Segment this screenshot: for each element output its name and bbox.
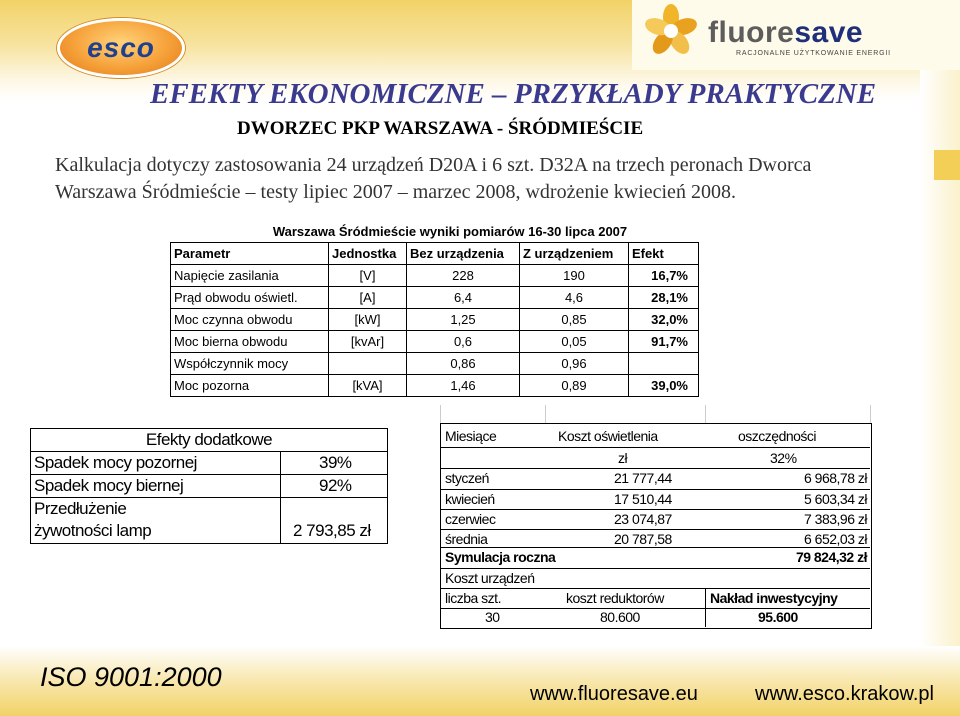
fluoresave-link[interactable]: www.fluoresave.eu: [530, 683, 698, 705]
reductor-cost-value: 80.600: [600, 609, 640, 625]
extra-value: 39%: [319, 453, 352, 472]
cell-with: 4,6: [520, 287, 629, 309]
cell-effect: 32,0%: [629, 309, 699, 331]
month-label: kwiecień: [445, 491, 495, 507]
cell-effect: [629, 353, 699, 375]
measurement-caption: Warszawa Śródmieście wyniki pomiarów 16-30 lipca 2007: [272, 224, 628, 239]
list-item: [31, 520, 387, 542]
saving-value: 6 652,03 zł: [804, 531, 867, 547]
extra-label: Przedłużenie: [34, 499, 127, 518]
grid-line: [705, 405, 706, 423]
cell-parameter: Moc pozorna: [171, 375, 329, 397]
description-line: Kalkulacja dotyczy zastosowania 24 urządzeń D20A i 6 szt. D32A na trzech peronach Dworca: [55, 154, 812, 176]
esco-link[interactable]: www.esco.krakow.pl: [755, 683, 934, 705]
cell-parameter: Prąd obwodu oświetl.: [171, 287, 329, 309]
cell-with: 0,85: [520, 309, 629, 331]
saving-value: 5 603,34 zł: [804, 491, 867, 507]
column-header: Z urządzeniem: [520, 243, 629, 265]
flower-icon: [642, 2, 700, 60]
column-header: Jednostka: [329, 243, 407, 265]
extra-effects-title: Efekty dodatkowe: [145, 430, 273, 449]
cost-value: 17 510,44: [614, 491, 672, 507]
cost-value: 23 074,87: [614, 511, 672, 527]
extra-label: Spadek mocy biernej: [34, 476, 184, 495]
table-row: [171, 287, 699, 309]
column-header: oszczędności: [738, 428, 817, 444]
table-header-row: [171, 243, 699, 265]
unit-label: zł: [618, 450, 628, 466]
cell-effect: 28,1%: [629, 287, 699, 309]
grid-line: [870, 405, 871, 423]
extra-label: żywotności lamp: [34, 521, 152, 540]
column-header: Bez urządzenia: [407, 243, 520, 265]
table-row: [171, 265, 699, 287]
divider: [705, 588, 706, 627]
annual-label: Symulacja roczna: [445, 549, 556, 565]
cell-parameter: Moc bierna obwodu: [171, 331, 329, 353]
cost-value: 20 787,58: [614, 531, 672, 547]
table-row: [171, 309, 699, 331]
cell-without: 228: [407, 265, 520, 287]
grid-line: [440, 405, 441, 423]
esco-logo-text: esco: [87, 32, 155, 63]
page-subtitle: DWORZEC PKP WARSZAWA - ŚRÓDMIEŚCIE: [237, 118, 644, 139]
cell-without: 1,25: [407, 309, 520, 331]
device-cost-label: Koszt urządzeń: [445, 570, 535, 586]
table-row: [171, 353, 699, 375]
description: [55, 152, 935, 206]
divider: [440, 608, 870, 609]
cell-without: 1,46: [407, 375, 520, 397]
right-decor-bar: [934, 150, 960, 180]
month-label: średnia: [445, 531, 488, 547]
list-item: [31, 498, 387, 520]
cell-with: 0,89: [520, 375, 629, 397]
page-title: EFEKTY EKONOMICZNE – PRZYKŁADY PRAKTYCZNE: [150, 78, 877, 110]
costs-table: [440, 405, 870, 627]
extra-value: 2 793,85 zł: [293, 521, 371, 540]
right-decor-band: [920, 0, 960, 716]
iso-certificate: ISO 9001:2000: [40, 662, 222, 692]
cell-with: 0,96: [520, 353, 629, 375]
extra-label: Spadek mocy pozornej: [34, 453, 197, 472]
cell-unit: [V]: [329, 265, 407, 287]
cell-parameter: Współczynnik mocy: [171, 353, 329, 375]
cell-without: 0,6: [407, 331, 520, 353]
sub-header: liczba szt.: [445, 590, 501, 606]
cell-parameter: Moc czynna obwodu: [171, 309, 329, 331]
cell-unit: [kW]: [329, 309, 407, 331]
investment-value: 95.600: [758, 609, 798, 625]
table-row: [171, 331, 699, 353]
month-label: czerwiec: [445, 511, 496, 527]
cell-without: 0,86: [407, 353, 520, 375]
saving-value: 6 968,78 zł: [804, 470, 867, 486]
cost-value: 21 777,44: [614, 470, 672, 486]
annual-value: 79 824,32 zł: [795, 549, 867, 565]
cell-effect: 91,7%: [629, 331, 699, 353]
cell-unit: [329, 353, 407, 375]
list-item: [31, 452, 387, 474]
list-item: [31, 475, 387, 497]
sub-header: Nakład inwestycyjny: [710, 590, 838, 606]
fluoresave-tagline: RACJONALNE UŻYTKOWANIE ENERGII: [736, 50, 891, 57]
divider: [440, 447, 870, 448]
extra-value: 92%: [319, 476, 352, 495]
sub-header: koszt reduktorów: [566, 590, 664, 606]
cell-with: 0,05: [520, 331, 629, 353]
grid-line: [545, 405, 546, 423]
measurement-table: [170, 222, 698, 397]
unit-label: 32%: [770, 450, 797, 466]
extra-effects-table: [30, 428, 388, 544]
cell-without: 6,4: [407, 287, 520, 309]
description-line: Warszawa Śródmieście – testy lipiec 2007 – marzec 2008, wdrożenie kwiecień 2008.: [55, 181, 736, 203]
cell-effect: 39,0%: [629, 375, 699, 397]
column-header: Miesiące: [445, 428, 497, 444]
cell-with: 190: [520, 265, 629, 287]
count-value: 30: [485, 609, 500, 625]
month-label: styczeń: [445, 470, 489, 486]
fluoresave-wordmark: fluoresave: [708, 16, 864, 49]
table-row: [171, 375, 699, 397]
cell-unit: [kVA]: [329, 375, 407, 397]
fluoresave-logo: [632, 0, 960, 70]
saving-value: 7 383,96 zł: [804, 511, 867, 527]
cell-unit: [A]: [329, 287, 407, 309]
column-header: Efekt: [629, 243, 699, 265]
column-header: Parametr: [171, 243, 329, 265]
cell-parameter: Napięcie zasilania: [171, 265, 329, 287]
cell-effect: 16,7%: [629, 265, 699, 287]
cell-unit: [kvAr]: [329, 331, 407, 353]
column-header: Koszt oświetlenia: [558, 428, 658, 444]
esco-logo: [57, 18, 185, 78]
